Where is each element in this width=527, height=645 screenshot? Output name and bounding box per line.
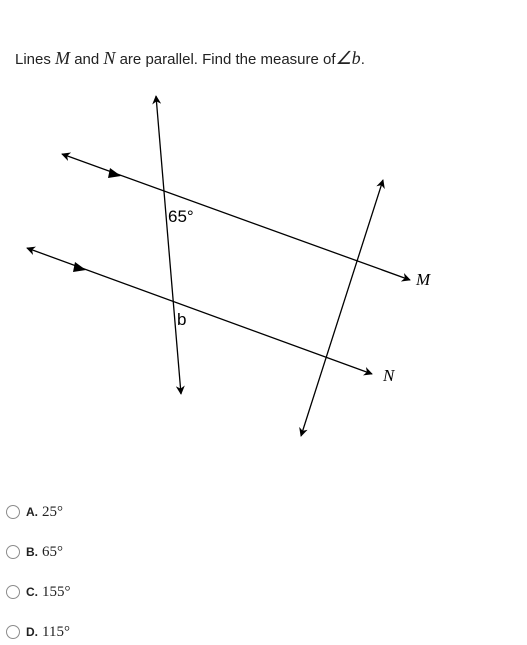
line-n-label: N [383,366,395,385]
choice-d-letter: D. [26,625,38,639]
line-m-label: M [416,270,431,289]
choice-a-letter: A. [26,505,38,519]
choice-a[interactable] [6,501,63,523]
parallel-mark-m [108,168,121,178]
choice-b[interactable] [6,541,63,563]
radio-d-icon[interactable] [6,625,20,639]
radio-b-icon[interactable] [6,545,20,559]
choice-b-letter: B. [26,545,38,559]
question-middle: are parallel. Find the measure of [119,51,336,68]
choice-a-value: 25° [42,503,63,520]
radio-a-icon[interactable] [6,505,20,519]
choice-c-letter: C. [26,585,38,599]
radio-c-icon[interactable] [6,585,20,599]
question-and: and [74,51,100,68]
line-n-symbol: N [103,48,116,68]
angle-symbol: ∠b [335,48,361,68]
question-period: . [360,51,365,68]
choice-c[interactable] [6,581,71,603]
angle-b-label: b [177,310,187,329]
question-prefix: Lines [15,51,51,68]
parallel-mark-n [73,262,86,272]
choice-b-value: 65° [42,543,63,560]
choice-d-value: 115° [42,623,70,640]
line-m-symbol: M [55,48,71,68]
angle-65-label: 65° [168,207,194,226]
choice-c-value: 155° [42,583,71,600]
choice-d[interactable] [6,621,70,643]
transversal-right [301,180,383,436]
transversal-left [156,96,181,394]
